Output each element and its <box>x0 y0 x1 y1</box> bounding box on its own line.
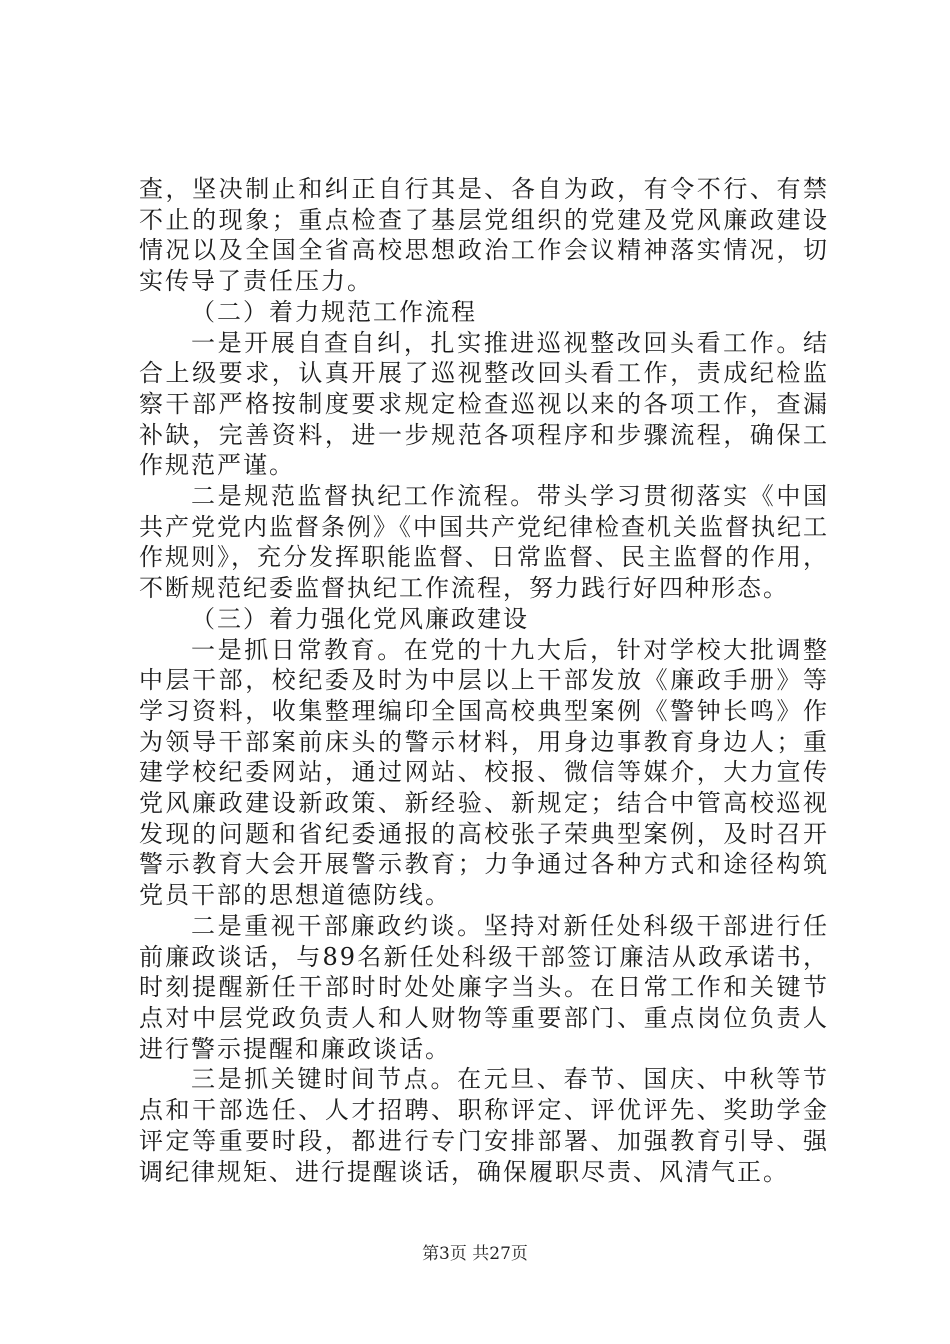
paragraph-continuation: 查，坚决制止和纠正自行其是、各自为政，有令不行、有禁不止的现象；重点检查了基层党组织的党建及党风廉政建设情况以及全国全省高校思想政治工作会议精神落实情况，切实传导了责任压力。 <box>139 175 829 296</box>
section-heading-2: （二）着力规范工作流程 <box>191 297 477 326</box>
paragraph-supervision-process: 二是规范监督执纪工作流程。带头学习贯彻落实《中国共产党党内监督条例》《中国共产党纪律检查机关监督执纪工作规则》，充分发挥职能监督、日常监督、民主监督的作用，不断规范纪委监督执纪工作流程，努力践行好四种形态。 <box>139 482 829 603</box>
document-body <box>139 174 829 1187</box>
paragraph-integrity-talks: 二是重视干部廉政约谈。坚持对新任处科级干部进行任前廉政谈话，与89名新任处科级干部签订廉洁从政承诺书，时刻提醒新任干部时时处处廉字当头。在日常工作和关键节点对中层党政负责人和人财物等重要部门、重点岗位负责人进行警示提醒和廉政谈话。 <box>139 911 829 1063</box>
paragraph-self-inspection: 一是开展自查自纠，扎实推进巡视整改回头看工作。结合上级要求，认真开展了巡视整改回头看工作，责成纪检监察干部严格按制度要求规定检查巡视以来的各项工作，查漏补缺，完善资料，进一步规范各项程序和步骤流程，确保工作规范严谨。 <box>139 328 829 480</box>
paragraph-key-time-nodes: 三是抓关键时间节点。在元旦、春节、国庆、中秋等节点和干部选任、人才招聘、职称评定、评优评先、奖助学金评定等重要时段，都进行专门安排部署、加强教育引导、强调纪律规矩、进行提醒谈话，确保履职尽责、风清气正。 <box>139 1065 829 1186</box>
section-heading-3: （三）着力强化党风廉政建设 <box>191 604 529 633</box>
paragraph-daily-education: 一是抓日常教育。在党的十九大后，针对学校大批调整中层干部，校纪委及时为中层以上干部发放《廉政手册》等学习资料，收集整理编印全国高校典型案例《警钟长鸣》作为领导干部案前床头的警示材料，用身边事教育身边人；重建学校纪委网站，通过网站、校报、微信等媒介，大力宣传党风廉政建设新政策、新经验、新规定；结合中管高校巡视发现的问题和省纪委通报的高校张子荣典型案例，及时召开警示教育大会开展警示教育；力争通过各种方式和途径构筑党员干部的思想道德防线。 <box>139 635 829 910</box>
page-number-footer: 第3页 共27页 <box>422 1244 528 1264</box>
